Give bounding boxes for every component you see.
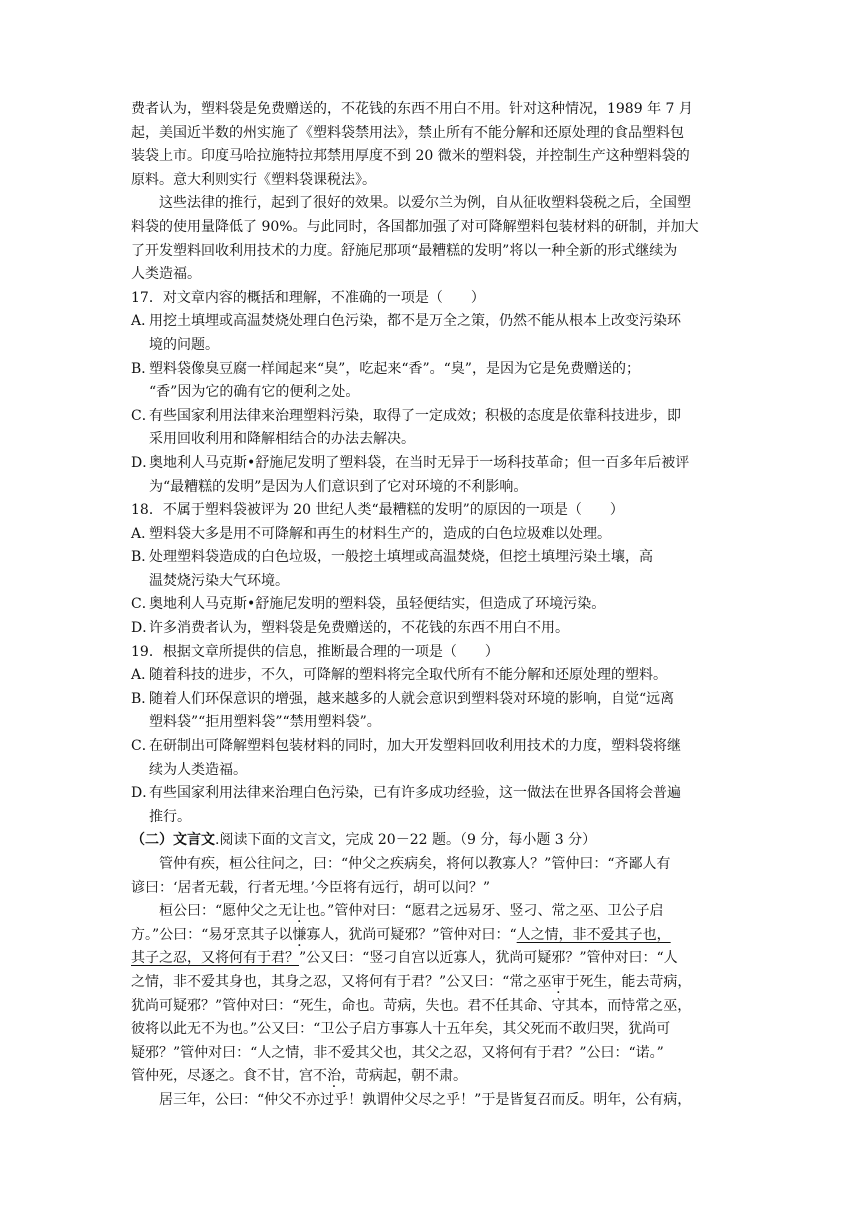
option-label: D．	[131, 454, 157, 471]
document-page	[131, 98, 731, 1113]
option-text: 在研制出可降解塑料包装材料的同时，加大开发塑料回收利用技术的力度，塑料袋将继	[149, 738, 681, 755]
dotted-character: 治	[327, 1068, 341, 1085]
dotted-character: 审	[551, 973, 566, 990]
option-a	[131, 310, 731, 334]
option-d	[131, 452, 731, 476]
option-text: 随着科技的进步，不久，可降解的塑料将完全取代所有不能分解和还原处理的塑料。	[149, 667, 667, 684]
text-line: 这些法律的推行，起到了很好的效果。以爱尔兰为例，自从征收塑料袋税之后，全国塑	[159, 195, 691, 212]
text-run: 方。”公曰：“易牙烹其子以	[131, 926, 293, 943]
option-text: 有些国家利用法律来治理白色污染，已有许多成功经验，这一做法在世界各国将会普遍	[149, 785, 681, 802]
text-line: 了开发塑料回收利用技术的力度。舒施尼那项“最糟糕的发明”将以一种全新的形式继续为	[131, 242, 678, 259]
passage-paragraph	[131, 98, 731, 192]
section-title: （二）文言文	[131, 832, 215, 849]
text-line: 原料。意大利则实行《塑料袋课税法》。	[131, 171, 376, 188]
option-label: D．	[131, 785, 157, 802]
option-continuation: 采用回收利用和降解相结合的办法去解决。	[149, 431, 415, 448]
question-stem: 19．根据文章所提供的信息，推断最合理的一项是（ ）	[131, 643, 499, 660]
option-continuation: 续为人类造福。	[149, 761, 247, 778]
text-line	[131, 947, 731, 971]
option-label: B．	[131, 549, 156, 566]
option-text: 处理塑料袋造成的白色垃圾，一般挖土填埋或高温焚烧，但挖土填埋污染土壤，高	[149, 549, 653, 566]
option-a	[131, 523, 731, 547]
option-d	[131, 782, 731, 806]
text-run: ”公又曰：“竖刁自宫以近寡人，犹尚可疑邪？”管仲对曰：“人	[299, 950, 678, 967]
option-text: 有些国家利用法律来治理塑料污染，取得了一定成效；积极的态度是依靠科技进步，即	[149, 407, 681, 424]
text-line: 料袋的使用量降低了 90%。与此同时，各国都加强了对可降解塑料包装材料的研制，并加大	[131, 218, 699, 235]
text-line: 彼将以此无不为也。”公又曰：“卫公子启方事寡人十五年矣，其父死而不敢归哭，犹尚可	[131, 1021, 671, 1038]
text-line	[131, 900, 731, 924]
option-continuation: 境的问题。	[149, 336, 219, 353]
question-19	[131, 641, 731, 830]
classical-passage	[131, 853, 731, 1113]
text-run: 桓公曰：“愿仲父之无	[159, 903, 293, 920]
option-a	[131, 664, 731, 688]
text-line: 居三年，公曰：“仲父不亦过乎！孰谓仲父尽之乎！”于是皆复召而反。明年，公有病，	[159, 1091, 692, 1108]
text-line	[131, 971, 731, 995]
question-17	[131, 287, 731, 499]
text-run: 管仲死，尽逐之。食不甘，宫不	[131, 1068, 327, 1085]
question-18	[131, 499, 731, 641]
option-label: C．	[131, 407, 156, 424]
option-continuation: 温焚烧污染大气环境。	[149, 572, 289, 589]
option-continuation: 推行。	[149, 808, 191, 825]
option-c	[131, 735, 731, 759]
text-run: ，苛病起，朝不肃。	[341, 1068, 467, 1085]
text-line: 疑邪？”管仲对曰：“人之情，非不爱其父也，其父之忍，又将何有于君？”公曰：“诺。”	[131, 1044, 664, 1061]
text-line	[131, 924, 731, 948]
option-c	[131, 405, 731, 429]
passage-paragraph	[131, 192, 731, 286]
option-label: C．	[131, 738, 156, 755]
question-stem: 17．对文章内容的概括和理解，不准确的一项是（ ）	[131, 289, 485, 306]
section-heading	[131, 829, 731, 853]
option-b	[131, 358, 731, 382]
option-label: C．	[131, 596, 156, 613]
option-d	[131, 617, 731, 641]
text-line: 谚曰：‘居者无载，行者无埋。’今臣将有远行，胡可以问？”	[131, 879, 491, 896]
option-text: 塑料袋大多是用不可降解和再生的材料生产的，造成的白色垃圾难以处理。	[149, 525, 611, 542]
option-label: B．	[131, 690, 156, 707]
underlined-sentence: 其子之忍，又将何有于君？	[131, 950, 299, 967]
option-label: A．	[131, 667, 156, 684]
text-run: 寡人，犹尚可疑邪？”管仲对曰：“	[306, 926, 517, 943]
text-line: 费者认为，塑料袋是免费赠送的，不花钱的东西不用白不用。针对这种情况，1989 年 7 月	[131, 101, 693, 117]
option-text: 奥地利人马克斯•舒施尼发明了塑料袋，在当时无异于一场科技革命；但一百多年后被评	[149, 454, 690, 471]
option-b	[131, 546, 731, 570]
text-run: 也。”管仲对曰：“愿君之远易牙、竖刁、常之巫、卫公子启	[306, 903, 664, 920]
text-line: 人类造福。	[131, 266, 201, 283]
text-line: 起，美国近半数的州实施了《塑料袋禁用法》，禁止所有不能分解和还原处理的食品塑料包	[131, 124, 684, 141]
option-text: 随着人们环保意识的增强，越来越多的人就会意识到塑料袋对环境的影响，自觉“远离	[149, 690, 675, 707]
underlined-sentence: 人之情，非不爱其子也，	[516, 926, 671, 943]
dotted-character: 让	[292, 903, 307, 920]
option-continuation: 塑料袋”“拒用塑料袋”“禁用塑料袋”。	[149, 714, 381, 731]
text-line: 犹尚可疑邪？”管仲对曰：“死生，命也。苛病，失也。君不任其命、守其本，而恃常之巫，	[131, 997, 692, 1014]
section-instruction: .阅读下面的文言文，完成 20－22 题。（9 分，每小题 3 分）	[215, 832, 597, 849]
text-run: 之情，非不爱其身也，其身之忍，又将何有于君？”公又曰：“常之巫	[131, 973, 552, 990]
text-line	[131, 1065, 731, 1089]
option-label: D．	[131, 620, 157, 637]
option-text: 奥地利人马克斯•舒施尼发明的塑料袋，虽轻便结实，但造成了环境污染。	[149, 596, 606, 613]
option-continuation: 为“最糟糕的发明”是因为人们意识到了它对环境的不利影响。	[149, 478, 528, 495]
option-text: 许多消费者认为，塑料袋是免费赠送的，不花钱的东西不用白不用。	[149, 620, 569, 637]
text-line: 装袋上市。印度马哈拉施特拉邦禁用厚度不到 20 微米的塑料袋，并控制生产这种塑料袋的	[131, 148, 690, 165]
question-stem: 18．不属于塑料袋被评为 20 世纪人类“最糟糕的发明”的原因的一项是（ ）	[131, 502, 624, 519]
text-run: 于死生，能去苛病，	[565, 973, 692, 990]
option-continuation: “香”因为它的确有它的便利之处。	[149, 384, 360, 401]
option-text: 用挖土填埋或高温焚烧处理白色污染，都不是万全之策，仍然不能从根本上改变污染环	[149, 313, 681, 330]
option-b	[131, 688, 731, 712]
option-label: B．	[131, 360, 156, 377]
dotted-character: 慊	[292, 926, 307, 943]
option-c	[131, 593, 731, 617]
option-text: 塑料袋像臭豆腐一样闻起来“臭”，吃起来“香”。“臭”，是因为它是免费赠送的；	[149, 360, 640, 377]
text-line: 管仲有疾，桓公往问之，曰：“仲父之疾病矣，将何以教寡人？”管仲曰：“齐鄙人有	[159, 856, 671, 872]
option-label: A．	[131, 525, 156, 542]
option-label: A．	[131, 313, 156, 330]
